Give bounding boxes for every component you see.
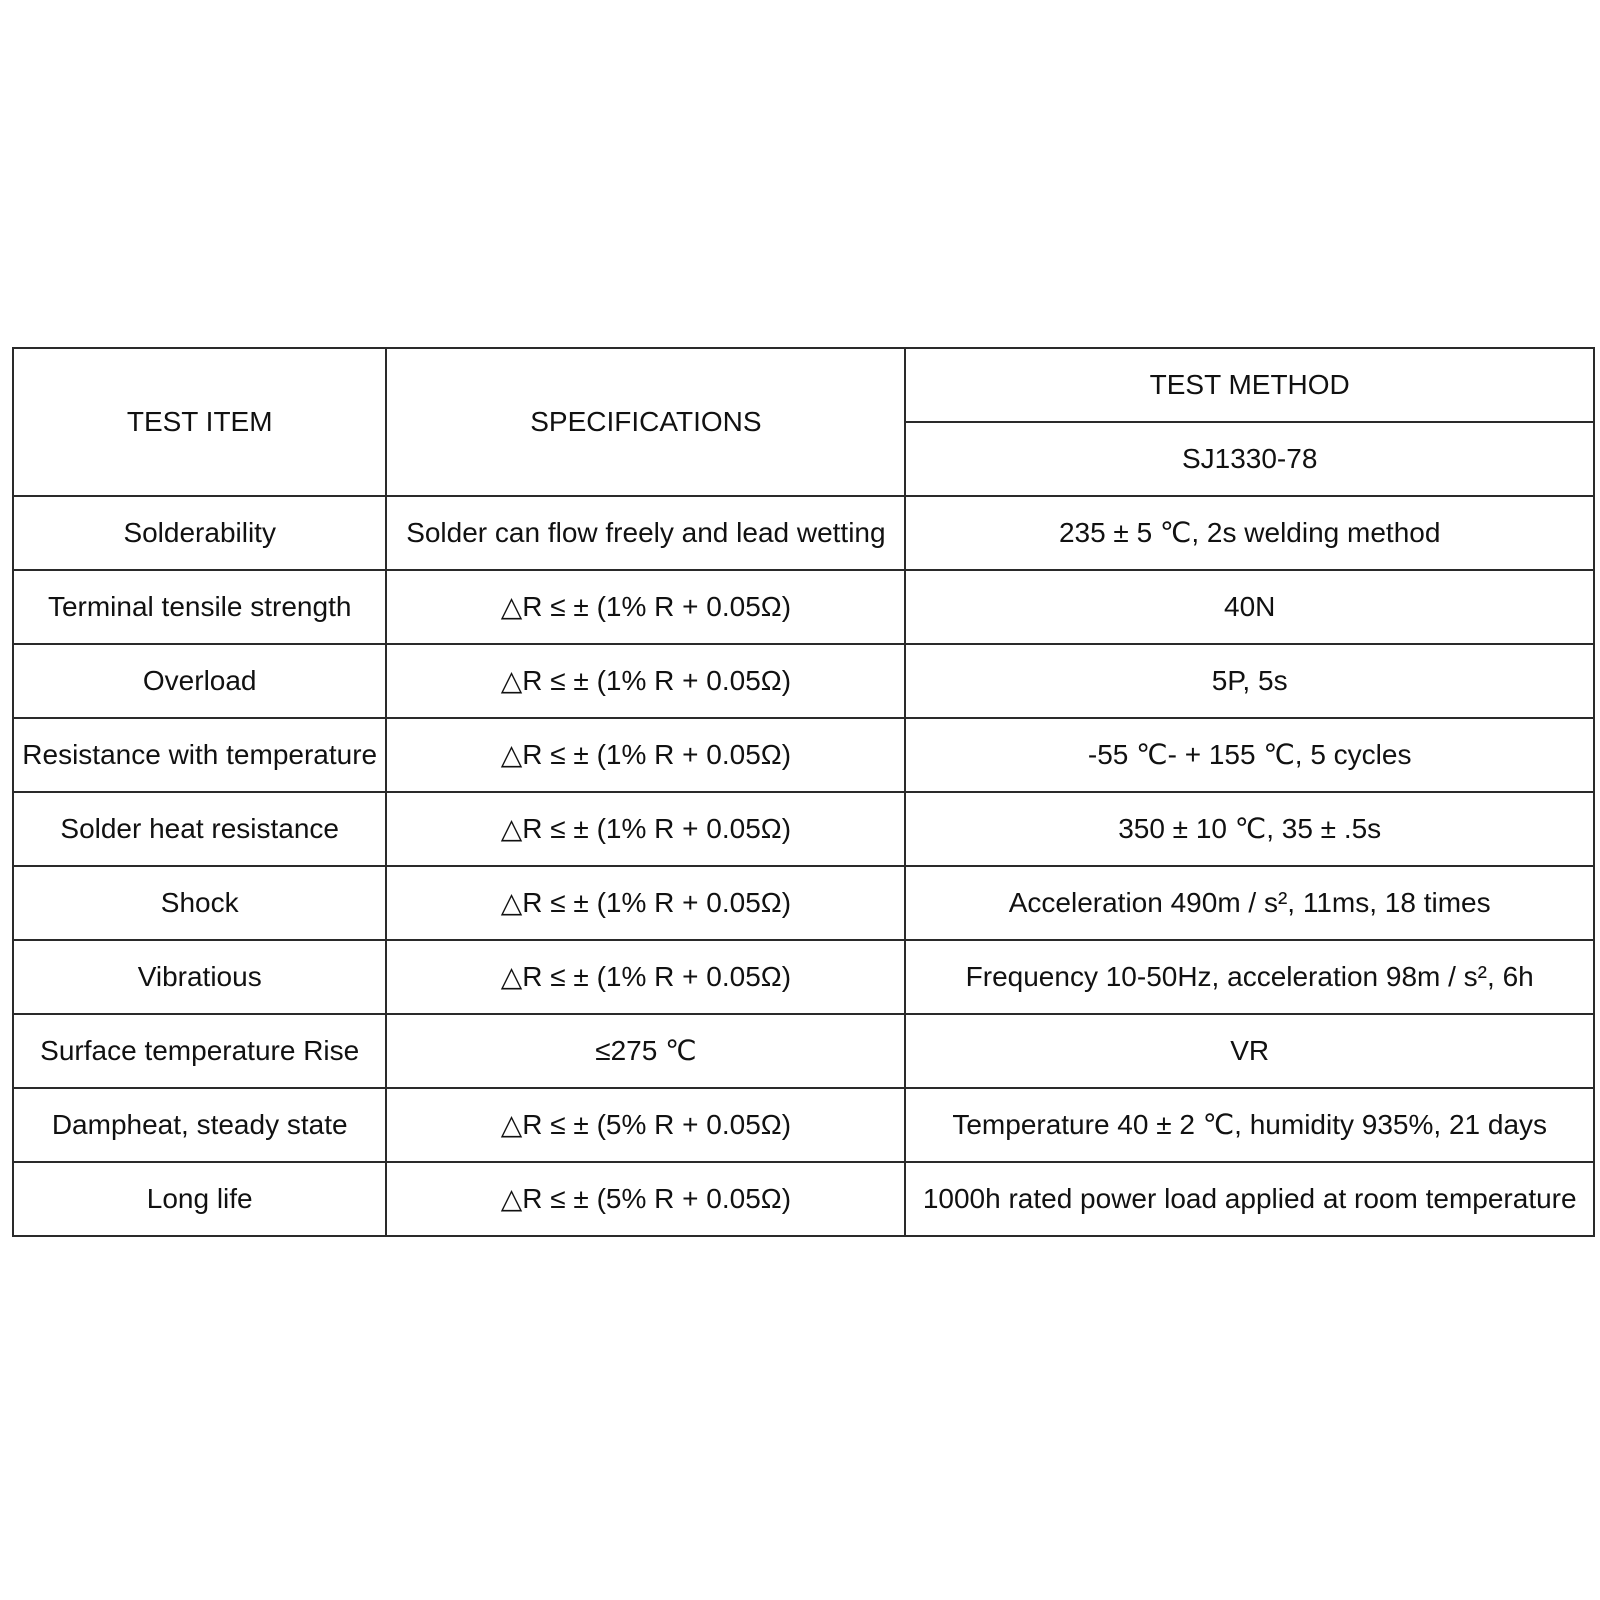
test-item-cell: Terminal tensile strength (13, 570, 386, 644)
table-row (13, 644, 1594, 718)
table-row (13, 940, 1594, 1014)
header-test-item: TEST ITEM (13, 348, 386, 496)
test-item-cell: Solderability (13, 496, 386, 570)
table-row (13, 718, 1594, 792)
specification-cell: △R ≤ ± (1% R + 0.05Ω) (386, 792, 905, 866)
header-test-method: TEST METHOD (905, 348, 1594, 422)
test-item-cell: Solder heat resistance (13, 792, 386, 866)
test-item-cell: Long life (13, 1162, 386, 1236)
table-row (13, 496, 1594, 570)
table-row (13, 570, 1594, 644)
test-method-cell: -55 ℃- + 155 ℃, 5 cycles (905, 718, 1594, 792)
test-item-cell: Overload (13, 644, 386, 718)
specification-cell: △R ≤ ± (1% R + 0.05Ω) (386, 570, 905, 644)
table-row (13, 866, 1594, 940)
test-method-cell: Temperature 40 ± 2 ℃, humidity 935%, 21 days (905, 1088, 1594, 1162)
test-item-cell: Surface temperature Rise (13, 1014, 386, 1088)
test-item-cell: Dampheat, steady state (13, 1088, 386, 1162)
header-specifications: SPECIFICATIONS (386, 348, 905, 496)
specification-cell: △R ≤ ± (5% R + 0.05Ω) (386, 1088, 905, 1162)
header-standard: SJ1330-78 (905, 422, 1594, 496)
specification-cell: ≤275 ℃ (386, 1014, 905, 1088)
specification-cell: △R ≤ ± (1% R + 0.05Ω) (386, 866, 905, 940)
test-method-cell: VR (905, 1014, 1594, 1088)
test-method-cell: 40N (905, 570, 1594, 644)
table-header-row (13, 348, 1594, 422)
table-row (13, 1162, 1594, 1236)
test-method-cell: 1000h rated power load applied at room temperature (905, 1162, 1594, 1236)
test-method-cell: Acceleration 490m / s², 11ms, 18 times (905, 866, 1594, 940)
test-specifications-table (12, 347, 1595, 1237)
specification-cell: Solder can flow freely and lead wetting (386, 496, 905, 570)
specification-cell: △R ≤ ± (5% R + 0.05Ω) (386, 1162, 905, 1236)
test-method-cell: 350 ± 10 ℃, 35 ± .5s (905, 792, 1594, 866)
test-method-cell: 235 ± 5 ℃, 2s welding method (905, 496, 1594, 570)
specification-cell: △R ≤ ± (1% R + 0.05Ω) (386, 718, 905, 792)
test-item-cell: Vibratious (13, 940, 386, 1014)
test-item-cell: Resistance with temperature (13, 718, 386, 792)
test-method-cell: Frequency 10-50Hz, acceleration 98m / s², 6h (905, 940, 1594, 1014)
specification-cell: △R ≤ ± (1% R + 0.05Ω) (386, 644, 905, 718)
table-row (13, 1014, 1594, 1088)
test-method-cell: 5P, 5s (905, 644, 1594, 718)
test-item-cell: Shock (13, 866, 386, 940)
table-row (13, 792, 1594, 866)
table-row (13, 1088, 1594, 1162)
specification-cell: △R ≤ ± (1% R + 0.05Ω) (386, 940, 905, 1014)
